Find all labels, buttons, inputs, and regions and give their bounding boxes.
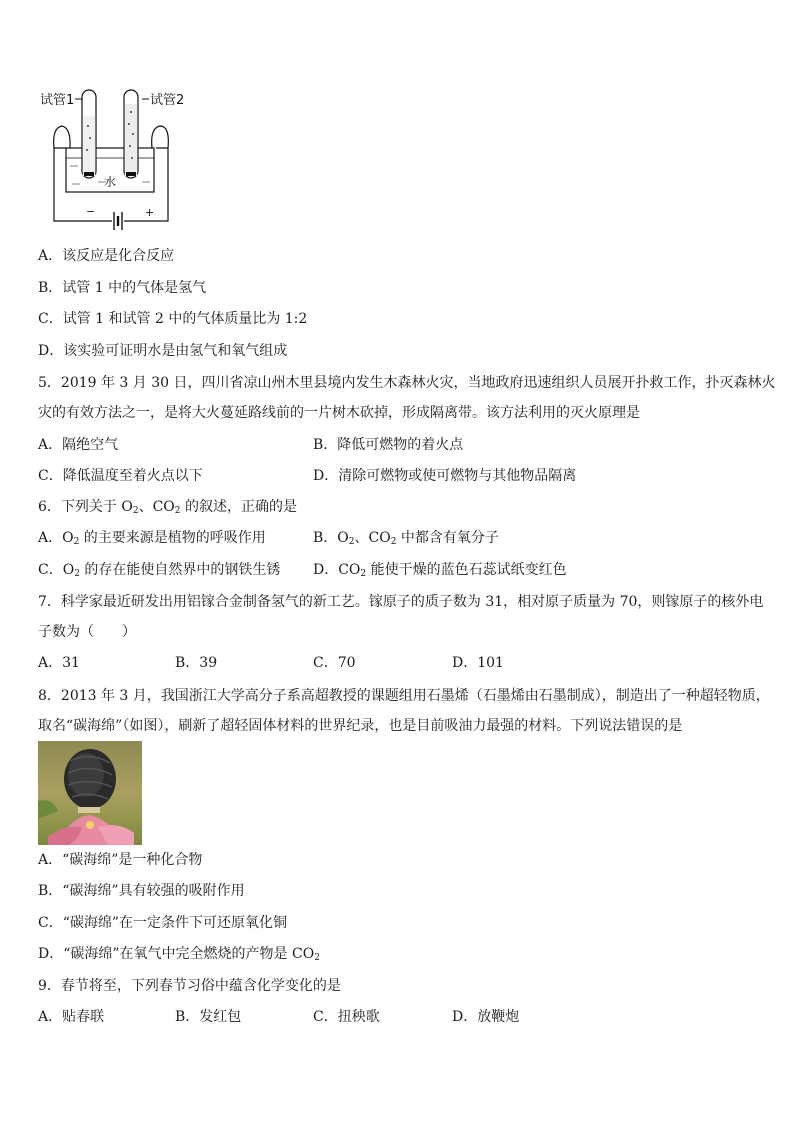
- q5-option-b: B．降低可燃物的着火点: [313, 437, 464, 453]
- tube2-label: 试管2: [150, 93, 185, 108]
- q6-stem: 6．下列关于 $O_2$、$CO_2$ 的叙述，正确的是: [38, 499, 297, 516]
- q6-option-d: D．$CO_2$ 能使干燥的蓝色石蕊试纸变红色: [313, 562, 567, 579]
- q4-option-a: A．该反应是化合反应: [38, 248, 175, 264]
- q4-option-b: B．试管 1 中的气体是氢气: [38, 280, 207, 296]
- q6-option-a: A．$O_2$ 的主要来源是植物的呼吸作用: [38, 530, 266, 547]
- q5-option-a: A．隔绝空气: [38, 437, 119, 453]
- q5-stem-line1: 5．2019 年 3 月 30 日，四川省凉山州木里县境内发生木森林火灾，当地政府迅速组织人员展开扑救工作，扑灭森林火: [38, 375, 776, 391]
- q5-stem-line2: 灾的有效方法之一，是将大火蔓延路线前的一片树木砍掉，形成隔离带。该方法利用的灭火原理是: [38, 405, 640, 421]
- q8-stem-line1: 8．2013 年 3 月，我国浙江大学高分子系高超教授的课题组用石墨烯（石墨烯由石墨制成），制造出了一种超轻物质，: [38, 688, 770, 704]
- q7-option-d: D．101: [452, 655, 504, 671]
- plus-sign: +: [145, 206, 155, 219]
- q4-option-d: D．该实验可证明水是由氢气和氧气组成: [38, 343, 288, 359]
- q9-stem: 9．春节将至，下列春节习俗中蕴含化学变化的是: [38, 978, 341, 994]
- q6-option-c: C．$O_2$ 的存在能使自然界中的钢铁生锈: [38, 562, 281, 579]
- q8-option-a: A．“碳海绵”是一种化合物: [38, 852, 203, 868]
- q4-option-c: C．试管 1 和试管 2 中的气体质量比为 1:2: [38, 311, 308, 327]
- q9-option-c: C．扭秧歌: [313, 1009, 380, 1025]
- q7-stem-line2: 子数为（ ）: [38, 624, 136, 640]
- q5-option-d: D．清除可燃物或使可燃物与其他物品隔离: [313, 468, 577, 484]
- q8-option-b: B．“碳海绵”具有较强的吸附作用: [38, 883, 245, 899]
- q9-option-d: D．放鞭炮: [452, 1009, 520, 1025]
- minus-sign: −: [86, 205, 96, 218]
- q6-option-b: B．$O_2$、$CO_2$ 中都含有氧分子: [313, 530, 499, 547]
- q7-option-a: A．31: [38, 655, 80, 671]
- water-label: 水: [104, 175, 117, 189]
- q9-option-b: B．发红包: [175, 1009, 242, 1025]
- q9-option-a: A．贴春联: [38, 1009, 105, 1025]
- q5-option-c: C．降低温度至着火点以下: [38, 468, 203, 484]
- electrolysis-apparatus-figure: [38, 86, 198, 236]
- q8-option-c: C．“碳海绵”在一定条件下可还原氧化铜: [38, 915, 288, 931]
- tube1-label: 试管1: [40, 93, 75, 108]
- carbon-sponge-photo: [38, 741, 142, 845]
- q7-option-c: C．70: [313, 655, 356, 671]
- q7-option-b: B．39: [175, 655, 218, 671]
- q8-option-d: D．“碳海绵”在氧气中完全燃烧的产物是 $CO_2$: [38, 946, 320, 963]
- q8-stem-line2: 取名“碳海绵”（如图），刷新了超轻固体材料的世界纪录，也是目前吸油力最强的材料。下列说法错误的是: [38, 718, 683, 734]
- q7-stem-line1: 7．科学家最近研发出用铝镓合金制备氢气的新工艺。镓原子的质子数为 31，相对原子质量为 70，则镓原子的核外电: [38, 594, 764, 610]
